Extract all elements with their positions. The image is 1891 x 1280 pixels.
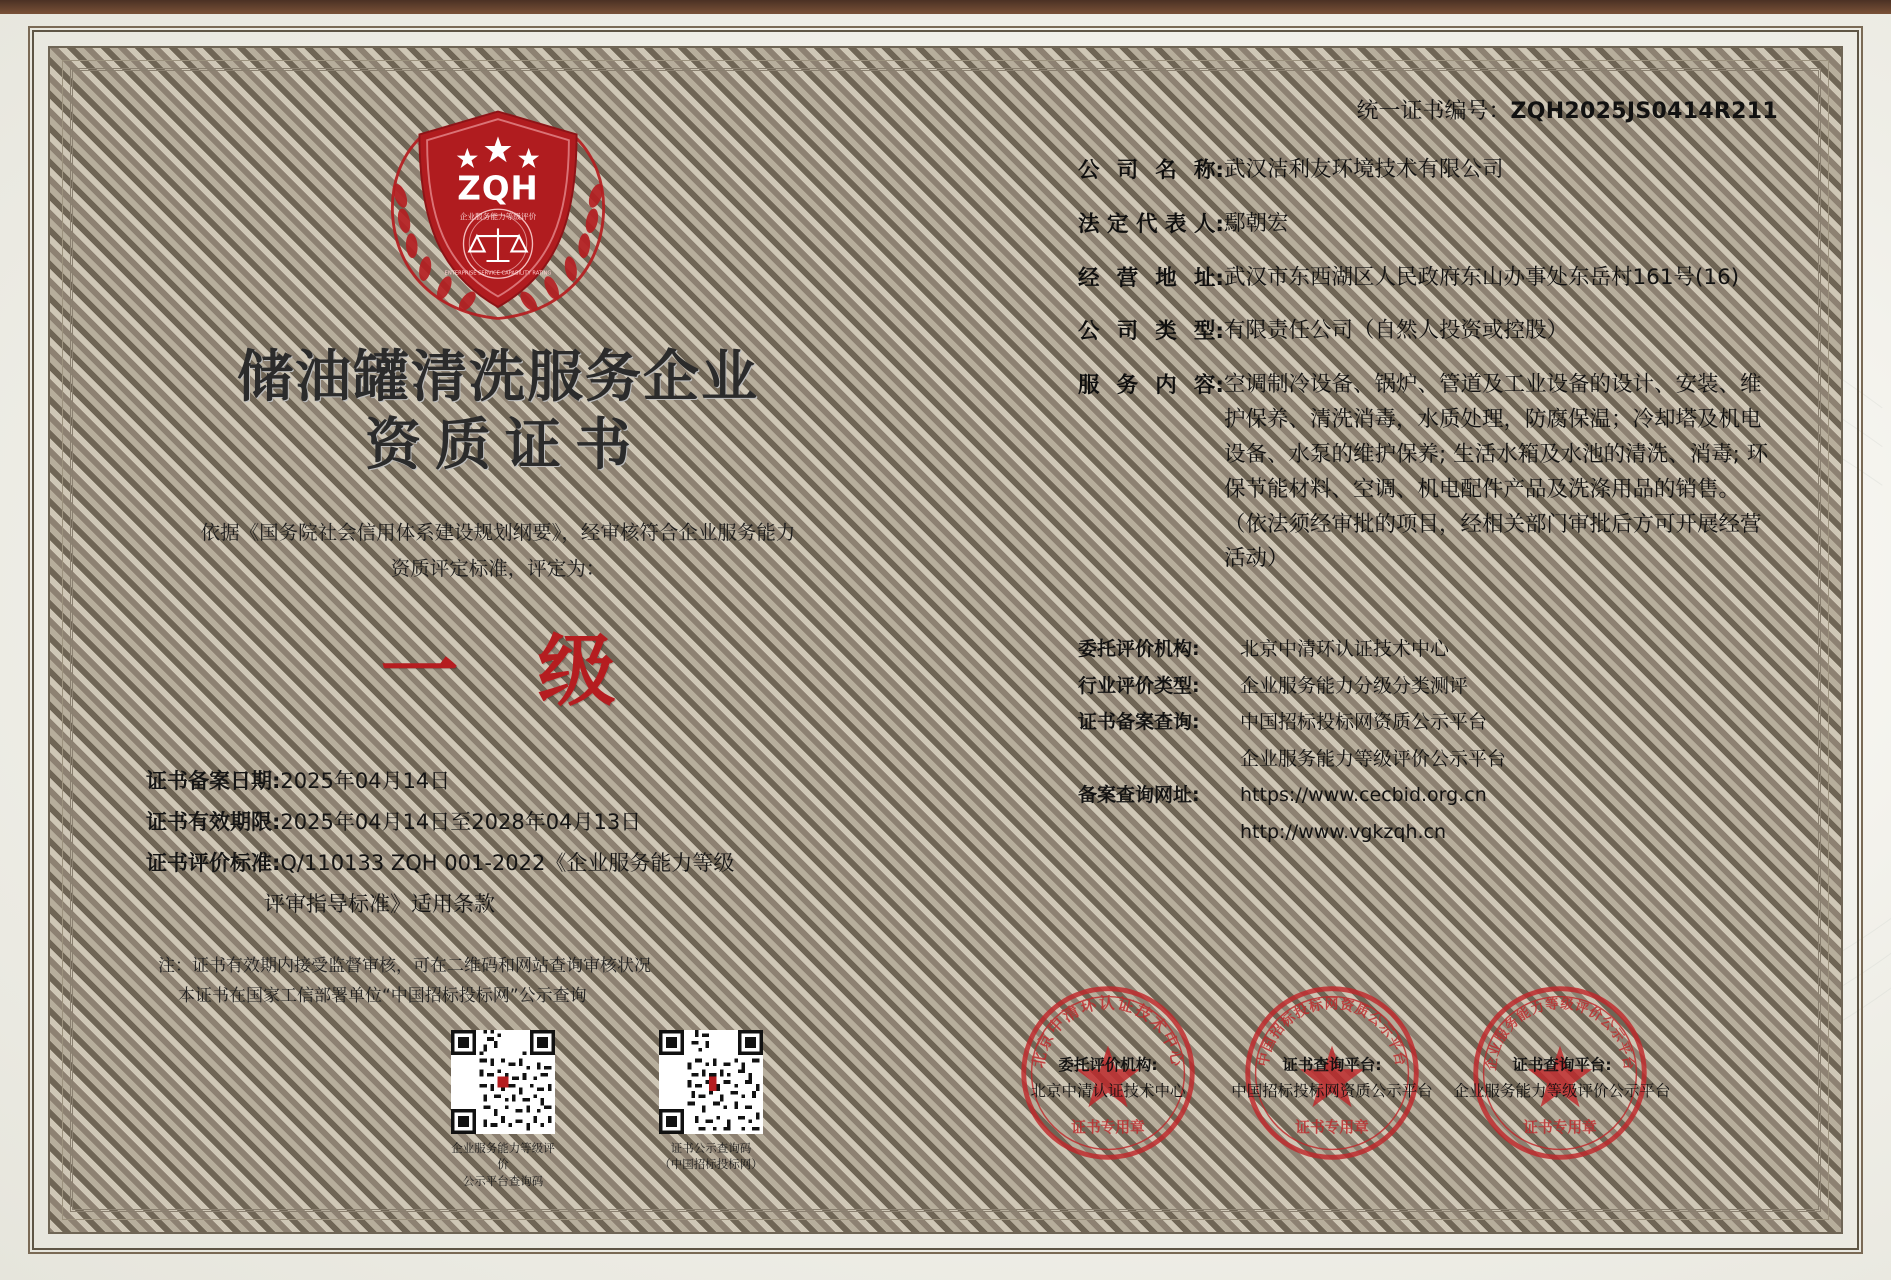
label-char: 营 [1116,265,1139,291]
meta-record-query-value-2: 企业服务能力等级评价公示平台 [1240,747,1507,770]
label-char: 定 [1106,211,1129,237]
label-char: 表 [1164,211,1187,237]
label-char: 内 [1155,373,1177,399]
note-text [158,951,878,1012]
meta-query-url-value-2[interactable]: http://www.vgkzqh.cn [1240,820,1447,843]
label-char: 公 [1078,158,1100,183]
qr-item-rating-platform[interactable] [448,1030,558,1190]
seal-row [1010,975,1770,1175]
field-address [1078,261,1778,296]
page-title [118,344,878,481]
svg-text:ENTERPRISE SERVICE CAPABILITY: ENTERPRISE SERVICE CAPABILITY RATING [444,270,552,277]
label-char: 类 [1155,319,1177,345]
left-fields [146,761,878,925]
label-char: 地 [1155,265,1177,291]
seal-caption-query-platform-2 [1434,1053,1690,1104]
label-char: 称: [1193,158,1224,183]
statement-line-2: 资质评定标准，评定为： [390,556,606,580]
label-char: 服 [1078,373,1100,399]
meta-agency-value: 北京中清环认证技术中心 [1240,638,1450,661]
meta-eval-type-value: 企业服务能力分级分类测评 [1240,674,1469,697]
left-column [118,86,878,1190]
statement-line-1: 依据《国务院社会信用体系建设规划纲要》，经审核符合企业服务能力 [200,520,796,544]
seal-caption-query-2-label: 证书查询平台: [1512,1056,1612,1074]
seal-caption-query-platform-1 [1206,1053,1458,1104]
meta-row-record-query [1078,704,1778,740]
qr-caption-rating-platform [448,1140,558,1190]
field-address-value: 武汉市东西湖区人民政府东山办事处东岳村161号(16) [1224,264,1740,290]
top-tape-decoration [0,0,1891,14]
field-standard [146,843,878,925]
field-service-content-value: 空调制冷设备、锅炉、管道及工业设备的设计、安装、维护保养、清洗消毒，水质处理，防腐保温；冷却塔及机电设备、水泵的维护保养; 生活水箱及水池的清洗、消毒; 环保节能材料、空调、机电配件产品及洗涤用品的销售。（依法须经审批的项目，经相关部门审批后方可开展经营活动） [1224,372,1769,572]
certificate-number-value: ZQH2025JS0414R211 [1510,99,1778,124]
meta-row-query-url [1078,777,1778,813]
title-line-1: 储油罐清洗服务企业 [237,345,759,410]
field-company-type [1078,314,1778,349]
statement-text [152,515,844,587]
seal-caption-agency-label: 委托评价机构: [1058,1056,1158,1074]
qr-item-public-query[interactable] [656,1030,766,1190]
right-meta-list [1078,631,1778,850]
qr-code-icon[interactable] [659,1030,763,1134]
field-validity-label: 证书有效期限: [146,809,281,834]
meta-row-eval-type [1078,668,1778,704]
svg-text:ZQH: ZQH [457,169,539,208]
field-legal-representative-value: 鄢朝宏 [1224,210,1289,236]
svg-text:证书专用章: 证书专用章 [1295,1118,1369,1136]
field-company-name-value: 武汉洁利友环境技术有限公司 [1224,157,1504,182]
label-char: 法 [1078,211,1100,237]
svg-text:中国招标投标网资质公示平台: 中国招标投标网资质公示平台 [1255,996,1409,1068]
right-column [1078,94,1778,850]
seal-caption-agency-value: 北京中清认证技术中心 [1030,1081,1186,1100]
label-char: 容: [1193,373,1224,399]
meta-row-agency [1078,631,1778,667]
qr-code-row [448,1030,878,1190]
qr-code-icon[interactable] [451,1030,555,1134]
zqh-emblem-icon [353,100,643,330]
label-char: 司 [1116,158,1139,183]
title-line-2: 资质证书 [365,413,645,479]
certificate-number-label: 统一证书编号： [1356,99,1511,124]
field-service-content [1078,368,1778,577]
seal-caption-query-2-value: 企业服务能力等级评价公示平台 [1453,1081,1671,1100]
meta-agency-label: 委托评价机构: [1078,638,1200,661]
field-company-type-value: 有限责任公司（自然人投资或控股） [1224,318,1569,344]
field-validity [146,802,878,843]
svg-text:企业服务能力等级评价: 企业服务能力等级评价 [459,211,537,221]
label-char: 公 [1078,319,1100,345]
field-standard-label: 证书评价标准: [146,850,281,875]
certificate-number [1078,94,1778,125]
field-company-type-label [1078,314,1224,349]
field-legal-representative [1078,207,1778,242]
seal-caption-query-1-value: 中国招标投标网资质公示平台 [1231,1081,1433,1100]
label-char: 经 [1078,265,1100,291]
svg-text:企业服务能力等级评价公示平台: 企业服务能力等级评价公示平台 [1484,996,1636,1072]
label-char: 人: [1193,211,1224,237]
field-company-name-label [1078,153,1224,188]
qr-caption-public-query [656,1140,766,1173]
label-char: 型: [1193,319,1224,345]
meta-query-url-value[interactable]: https://www.cecbid.org.cn [1240,784,1487,807]
field-company-name [1078,153,1778,188]
field-record-date [146,761,878,802]
label-char: 代 [1135,211,1158,237]
meta-record-query-label: 证书备案查询: [1078,711,1200,734]
meta-record-query-value: 中国招标投标网资质公示平台 [1240,711,1488,734]
svg-text:北京中清环认证技术中心: 北京中清环认证技术中心 [1028,993,1188,1070]
field-validity-value: 2025年04月14日至2028年04月13日 [280,809,642,834]
qr-caption-line-1: 企业服务能力等级评价 [451,1140,555,1172]
label-char: 务 [1116,373,1139,399]
field-service-content-label [1078,368,1224,577]
field-address-label [1078,261,1224,296]
meta-eval-type-label: 行业评价类型: [1078,674,1200,697]
field-record-date-value: 2025年04月14日 [280,768,451,793]
grade-value: 一 级 [380,626,642,717]
meta-query-url-label: 备案查询网址: [1078,784,1200,807]
field-legal-representative-label [1078,207,1224,242]
note-line-1: 注：证书有效期内接受监督审核，可在二维码和网站查询审核状况 [158,955,651,976]
qr-caption-line-2: （中国招标投标网） [659,1157,763,1172]
field-standard-value: Q/110133 ZQH 001-2022《企业服务能力等级 [280,850,735,875]
qr-caption-line-1: 证书公示查询码 [670,1140,752,1155]
qr-caption-line-2: 公示平台查询码 [462,1174,544,1189]
label-char: 司 [1116,319,1139,345]
field-record-date-label: 证书备案日期: [146,768,281,793]
svg-text:证书专用章: 证书专用章 [1071,1118,1145,1136]
note-line-2: 本证书在国家工信部署单位“中国招标投标网”公示查询 [178,986,587,1007]
label-char: 名 [1155,158,1177,183]
field-standard-value-line2: 评审指导标准》适用条款 [264,891,495,916]
label-char: 址: [1193,265,1224,291]
svg-text:证书专用章: 证书专用章 [1523,1118,1597,1136]
seal-caption-agency [980,1053,1236,1104]
seal-caption-query-1-label: 证书查询平台: [1282,1056,1382,1074]
